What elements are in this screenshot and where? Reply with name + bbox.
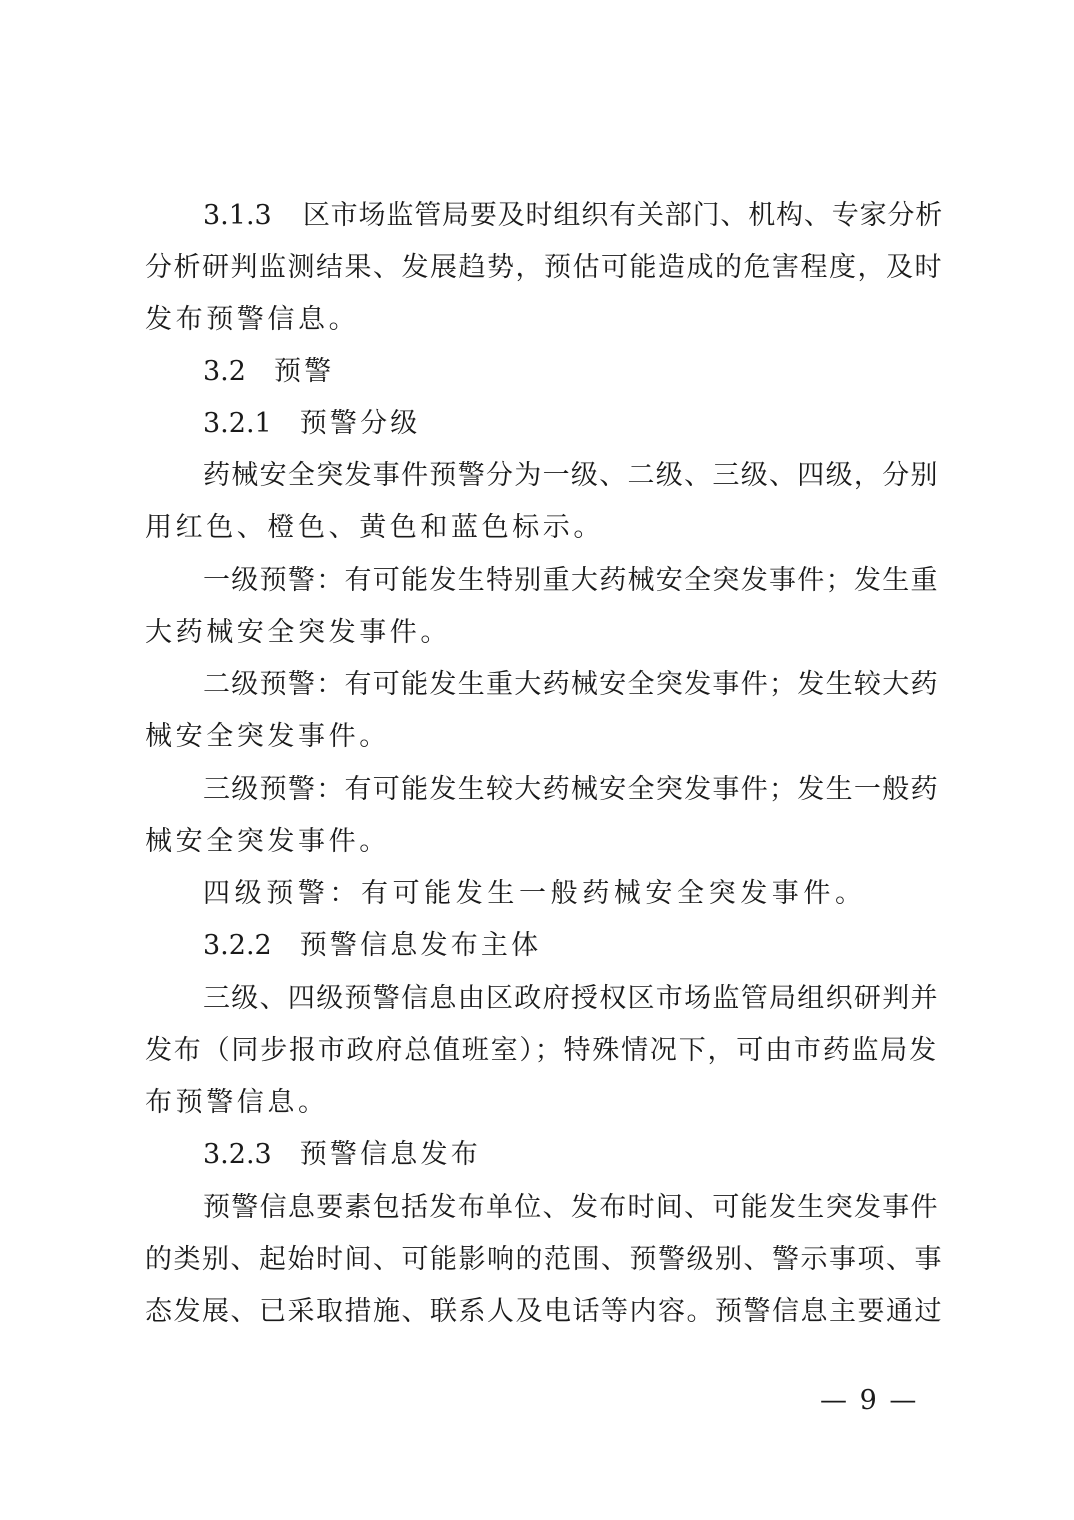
paragraph-3-1-3-line-1: [203, 196, 942, 236]
paragraph-level-4-line-1: 四级预警：有可能发生一般药械安全突发事件。: [203, 878, 867, 909]
heading-3-2-2: [203, 926, 541, 966]
section-number: 3.1.3: [203, 200, 272, 231]
heading-3-2: [203, 352, 334, 392]
heading-text: 预警: [273, 356, 335, 387]
paragraph-levels-line-2: 用红色、橙色、黄色和蓝色标示。: [145, 512, 604, 543]
paragraph-publisher-line-2: 发布（同步报市政府总值班室）；特殊情况下，可由市药监局发: [145, 1035, 938, 1066]
paragraph-levels-line-1: 药械安全突发事件预警分为一级、二级、三级、四级，分别: [203, 460, 939, 491]
page-number: — 9 —: [820, 1385, 919, 1416]
paragraph-level-3-line-2: 械安全突发事件。: [145, 826, 390, 857]
paragraph-level-1-line-2: 大药械安全突发事件。: [145, 617, 451, 648]
paragraph-publisher-line-3: 布预警信息。: [145, 1087, 329, 1118]
heading-text: 预警信息发布主体: [299, 930, 542, 961]
heading-text: 预警分级: [299, 408, 421, 439]
heading-3-2-1: [203, 404, 421, 444]
paragraph-level-2-line-2: 械安全突发事件。: [145, 721, 390, 752]
section-number: 3.2.3: [203, 1139, 272, 1170]
heading-3-2-3: [203, 1135, 481, 1175]
paragraph-elements-line-3: 态发展、已采取措施、联系人及电话等内容。预警信息主要通过: [145, 1296, 943, 1327]
paragraph-publisher-line-1: 三级、四级预警信息由区政府授权区市场监管局组织研判并: [203, 983, 939, 1014]
text-run: 区市场监管局要及时组织有关部门、机构、专家分析: [301, 200, 942, 231]
paragraph-level-1-line-1: 一级预警：有可能发生特别重大药械安全突发事件；发生重: [203, 565, 939, 596]
section-number: 3.2: [203, 356, 246, 387]
paragraph-3-1-3-line-3: 发布预警信息。: [145, 304, 360, 335]
paragraph-elements-line-1: 预警信息要素包括发布单位、发布时间、可能发生突发事件: [203, 1192, 939, 1223]
paragraph-level-2-line-1: 二级预警：有可能发生重大药械安全突发事件；发生较大药: [203, 669, 939, 700]
section-number: 3.2.1: [203, 408, 272, 439]
paragraph-level-3-line-1: 三级预警：有可能发生较大药械安全突发事件；发生一般药: [203, 774, 939, 805]
paragraph-3-1-3-line-2: 分析研判监测结果、发展趋势，预估可能造成的危害程度，及时: [145, 252, 943, 283]
paragraph-elements-line-2: 的类别、起始时间、可能影响的范围、预警级别、警示事项、事: [145, 1244, 943, 1275]
heading-text: 预警信息发布: [299, 1139, 481, 1170]
section-number: 3.2.2: [203, 930, 272, 961]
